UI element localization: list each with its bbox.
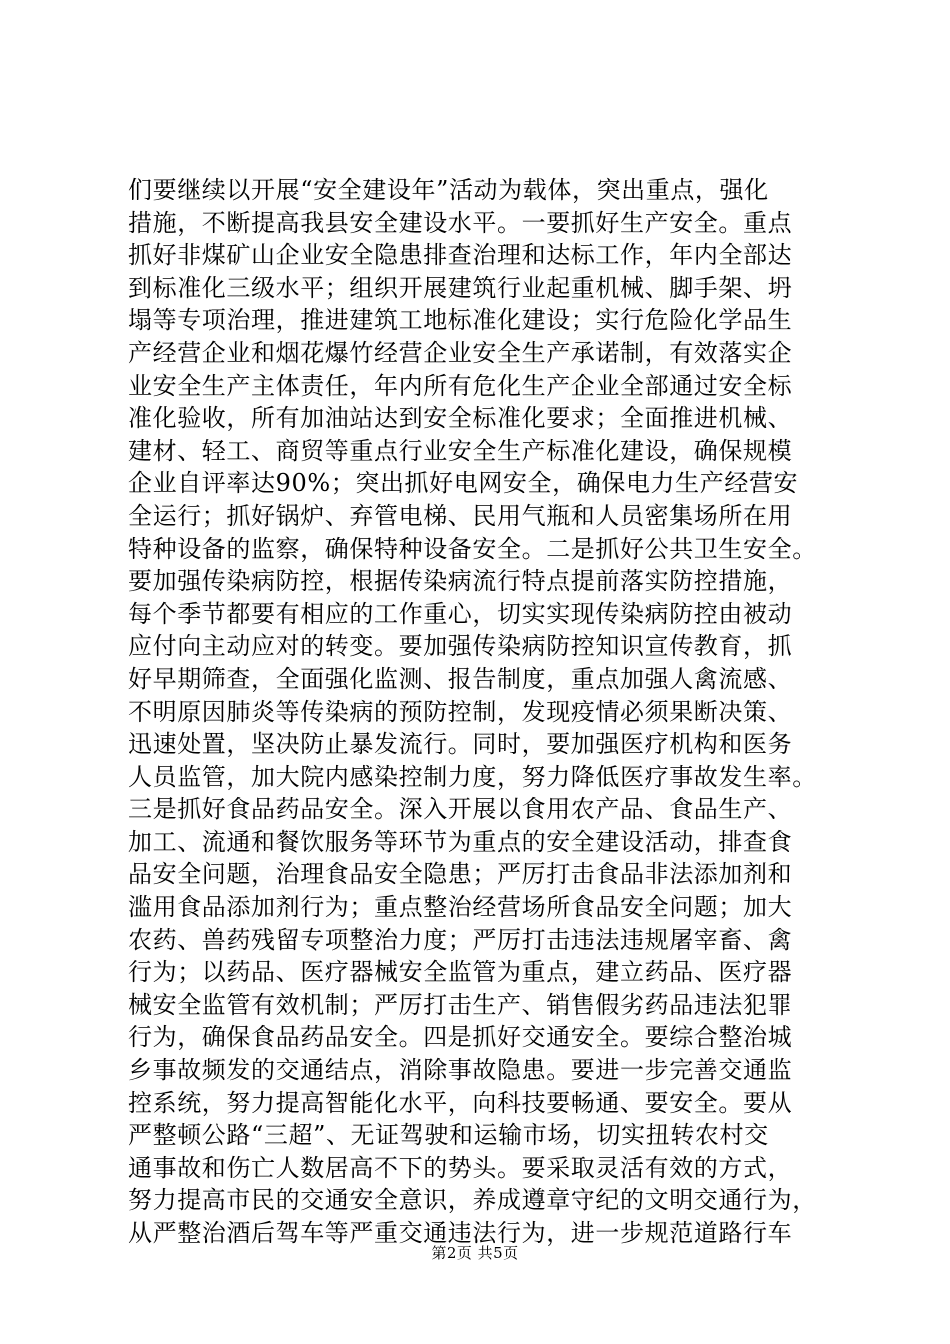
text-line: 品安全问题，治理食品安全隐患；严厉打击食品非法添加剂和 <box>128 860 793 889</box>
text-line: 不明原因肺炎等传染病的预防控制，发现疫情必须果断决策、 <box>128 697 793 726</box>
text-line: 三是抓好食品药品安全。深入开展以食用农产品、食品生产、 <box>128 795 793 824</box>
text-line: 好早期筛查，全面强化监测、报告制度，重点加强人禽流感、 <box>128 664 793 693</box>
text-line: 通事故和伤亡人数居高不下的势头。要采取灵活有效的方式， <box>128 1153 793 1182</box>
text-line: 业安全生产主体责任，年内所有危化生产企业全部通过安全标 <box>128 371 793 400</box>
text-line: 到标准化三级水平；组织开展建筑行业起重机械、脚手架、坍 <box>128 273 793 302</box>
text-line: 从严整治酒后驾车等严重交通违法行为，进一步规范道路行车 <box>128 1219 793 1247</box>
text-line: 加工、流通和餐饮服务等环节为重点的安全建设活动，排查食 <box>128 827 793 856</box>
text-line: 企业自评率达90%；突出抓好电网安全，确保电力生产经营安 <box>128 469 799 498</box>
text-line: 械安全监管有效机制；严厉打击生产、销售假劣药品违法犯罪 <box>128 990 793 1019</box>
text-line: 们要继续以开展“安全建设年”活动为载体，突出重点，强化 <box>128 176 769 204</box>
text-line: 准化验收，所有加油站达到安全标准化要求；全面推进机械、 <box>128 404 793 433</box>
text-line: 特种设备的监察，确保特种设备安全。二是抓好公共卫生安全。 <box>128 534 817 563</box>
text-line: 农药、兽药残留专项整治力度；严厉打击违法违规屠宰畜、禽 <box>128 925 793 954</box>
text-line: 产经营企业和烟花爆竹经营企业安全生产承诺制，有效落实企 <box>128 338 793 367</box>
text-line: 控系统，努力提高智能化水平，向科技要畅通、要安全。要从 <box>128 1088 793 1117</box>
text-line: 每个季节都要有相应的工作重心，切实实现传染病防控由被动 <box>128 599 793 628</box>
text-line: 抓好非煤矿山企业安全隐患排查治理和达标工作，年内全部达 <box>128 241 793 270</box>
text-line: 全运行；抓好锅炉、弃管电梯、民用气瓶和人员密集场所在用 <box>128 501 793 530</box>
text-line: 滥用食品添加剂行为；重点整治经营场所食品安全问题；加大 <box>128 893 793 922</box>
text-line: 乡事故频发的交通结点，消除事故隐患。要进一步完善交通监 <box>128 1056 793 1085</box>
body-text <box>128 174 838 1250</box>
text-line: 应付向主动应对的转变。要加强传染病防控知识宣传教育，抓 <box>128 632 793 661</box>
text-line: 建材、轻工、商贸等重点行业安全生产标准化建设，确保规模 <box>128 436 793 465</box>
text-line: 努力提高市民的交通安全意识，养成遵章守纪的文明交通行为， <box>128 1186 817 1215</box>
text-line: 严整顿公路“三超”、无证驾驶和运输市场，切实扭转农村交 <box>128 1121 769 1150</box>
text-line: 迅速处置，坚决防止暴发流行。同时，要加强医疗机构和医务 <box>128 730 793 759</box>
text-line: 措施，不断提高我县安全建设水平。一要抓好生产安全。重点 <box>128 208 793 237</box>
text-line: 要加强传染病防控，根据传染病流行特点提前落实防控措施， <box>128 567 793 596</box>
text-line: 行为，确保食品药品安全。四是抓好交通安全。要综合整治城 <box>128 1023 793 1052</box>
text-line: 塌等专项治理，推进建筑工地标准化建设；实行危险化学品生 <box>128 306 793 335</box>
text-line: 行为；以药品、医疗器械安全监管为重点，建立药品、医疗器 <box>128 958 793 987</box>
text-line: 人员监管，加大院内感染控制力度，努力降低医疗事故发生率。 <box>128 762 817 791</box>
page-footer: 第2页 共5页 <box>431 1244 519 1262</box>
